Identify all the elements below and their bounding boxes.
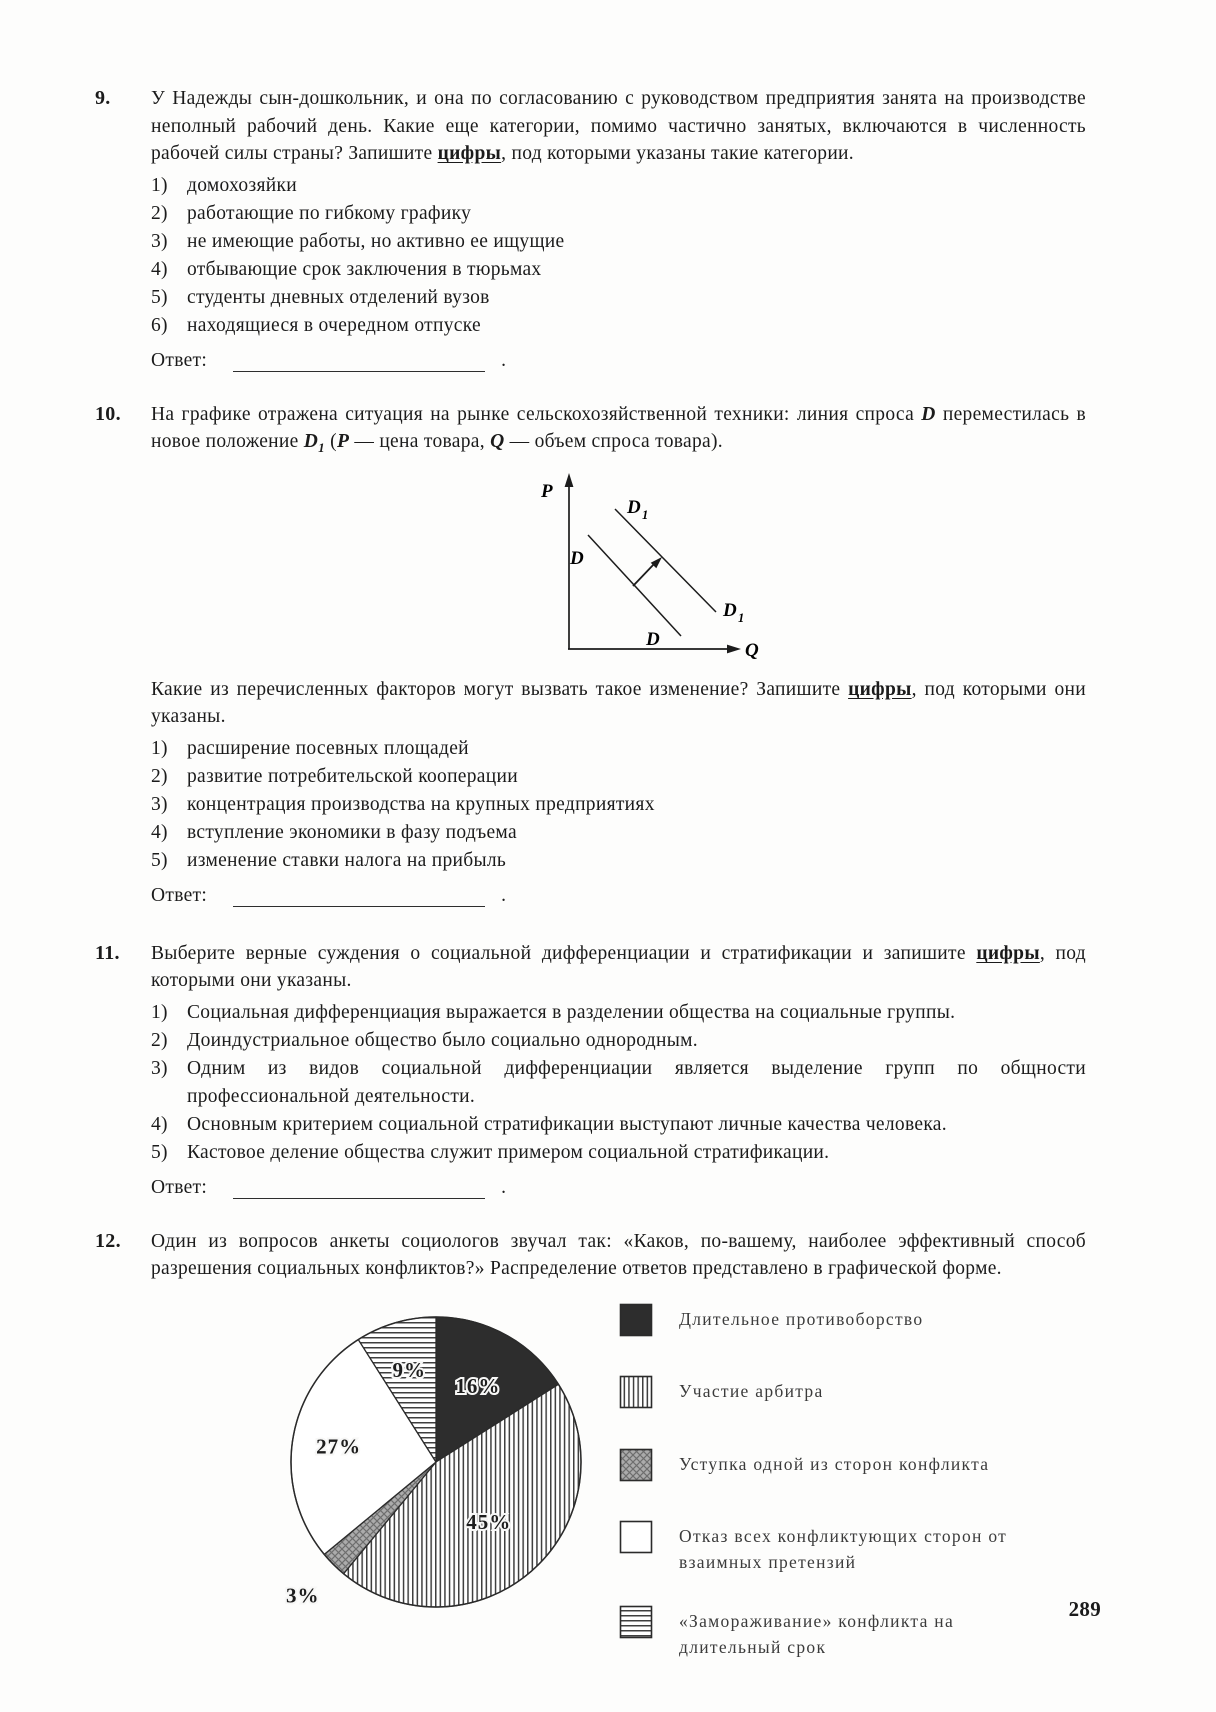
question-9-text: У Надежды сын-дошкольник, и она по согласованию с руководством предприятия занята на производстве неполный рабочий день. Какие еще категории, помимо частично занятых, включаются в численность рабочей силы страны? Запишите цифры, под которыми указаны такие категории.	[151, 88, 1086, 164]
answer-blank	[233, 886, 485, 907]
label-D-bottom: D	[645, 629, 661, 651]
question-10	[95, 401, 1086, 910]
option: 1) домохозяйки	[151, 174, 297, 196]
label-D1-top: D	[627, 497, 642, 519]
legend-label: Длительное противоборство	[679, 1308, 924, 1329]
pie-legend	[619, 1297, 1009, 1691]
legend-label: «Замораживание» конфликта на длительный срок	[679, 1611, 955, 1658]
legend-swatch-gray-crosshatch-icon	[619, 1448, 653, 1491]
demand-shift-graph	[481, 469, 1086, 670]
legend-item	[619, 1448, 1009, 1491]
question-11-text: Выберите верные суждения о социальной дифференциации и стратификации и запишите цифры, под которыми они указаны.	[151, 942, 1086, 992]
question-10-intro: На графике отражена ситуация на рынке сельскохозяйственной техники: линия спроса D переместилась в новое положение $D_1$ (P — цена товара, Q — объем спроса товара).	[151, 403, 1087, 455]
legend-item	[619, 1303, 1009, 1346]
pie-slice-label: 9%	[392, 1357, 427, 1382]
answer-label: Ответ:	[151, 885, 208, 907]
question-9-number: 9.	[95, 87, 111, 109]
axis-label-P: P	[541, 481, 553, 503]
option: 5) студенты дневных отделений вузов	[151, 286, 490, 308]
keyword-cifry: цифры	[976, 942, 1040, 964]
option: 4) Основным критерием социальной стратификации выступают личные качества человека.	[151, 1113, 947, 1135]
answer-label: Ответ:	[151, 1177, 208, 1199]
legend-swatch-white-icon	[619, 1520, 653, 1563]
option: 6) находящиеся в очередном отпуске	[151, 314, 481, 336]
page-number: 289	[1068, 1597, 1101, 1621]
answer-blank	[233, 351, 485, 372]
demand-graph-svg	[481, 469, 766, 661]
option: 1) расширение посевных площадей	[151, 737, 469, 759]
keyword-cifry: цифры	[437, 143, 502, 164]
keyword-cifry: цифры	[848, 678, 912, 700]
legend-item	[619, 1375, 1009, 1418]
question-11-number: 11.	[95, 941, 120, 964]
question-12-number: 12.	[95, 1229, 121, 1252]
option: 3) не имеющие работы, но активно ее ищущие	[151, 230, 565, 252]
pie-slice-label: 27%	[316, 1434, 362, 1459]
axis-label-Q: Q	[745, 640, 760, 662]
demand-line-D1	[615, 509, 716, 612]
option: 4) отбывающие срок заключения в тюрьмах	[151, 258, 542, 280]
answer-row: Ответ: .	[151, 1172, 1086, 1202]
question-10-number: 10.	[95, 402, 121, 425]
legend-item	[619, 1605, 1009, 1660]
shift-arrow	[633, 563, 655, 586]
legend-label: Отказ всех конфликтующих сторон от взаимных претензий	[679, 1526, 1008, 1573]
label-D1-bottom: D	[723, 600, 738, 622]
pie-slice-label: 16%	[455, 1373, 501, 1398]
pie-svg	[251, 1297, 611, 1637]
option: 2) Доиндустриальное общество было социально однородным.	[151, 1029, 698, 1051]
option: 5) Кастовое деление общества служит примером социальной стратификации.	[151, 1141, 830, 1163]
question-12-text: Один из вопросов анкеты социологов звучал так: «Каков, по-вашему, наиболее эффективный способ разрешения социальных конфликтов?» Распределение ответов представлено в графической форме.	[151, 1230, 1086, 1280]
option: 2) работающие по гибкому графику	[151, 202, 472, 224]
option: 3) Одним из видов социальной дифференциации является выделение групп по общности профессиональной деятельности.	[151, 1057, 1086, 1107]
legend-item	[619, 1520, 1009, 1575]
pie-slice-label: 45%	[466, 1509, 512, 1534]
question-10-text: Какие из перечисленных факторов могут вызвать такое изменение? Запишите цифры, под которыми они указаны.	[151, 678, 1086, 728]
answer-row: Ответ: .	[151, 345, 1086, 375]
pie-slice-label: 3%	[285, 1583, 320, 1608]
answer-label: Ответ:	[151, 350, 208, 371]
option: 2) развитие потребительской кооперации	[151, 765, 518, 787]
question-11	[95, 940, 1086, 1202]
legend-swatch-solid-dark-icon	[619, 1303, 653, 1346]
pie-chart	[251, 1297, 611, 1646]
legend-swatch-horizontal-stripes-icon	[619, 1605, 653, 1648]
answer-row: Ответ: .	[151, 880, 1086, 910]
quantity-axis-arrow-icon	[727, 645, 741, 654]
question-12	[95, 1228, 1086, 1691]
label-D1-bottom-sub: 1	[738, 611, 745, 626]
label-D1-top-sub: 1	[642, 508, 649, 523]
answer-blank	[233, 1178, 485, 1199]
option: 4) вступление экономики в фазу подъема	[151, 821, 517, 843]
question-9	[95, 85, 1086, 375]
option: 5) изменение ставки налога на прибыль	[151, 849, 507, 871]
option: 1) Социальная дифференциация выражается в разделении общества на социальные группы.	[151, 1001, 956, 1023]
price-axis-arrow-icon	[565, 473, 574, 487]
legend-swatch-vertical-stripes-icon	[619, 1375, 653, 1418]
option: 3) концентрация производства на крупных предприятиях	[151, 793, 655, 815]
survey-results-chart	[251, 1297, 1086, 1691]
label-D-top: D	[569, 548, 585, 570]
legend-label: Уступка одной из сторон конфликта	[679, 1453, 990, 1474]
legend-label: Участие арбитра	[679, 1381, 824, 1402]
